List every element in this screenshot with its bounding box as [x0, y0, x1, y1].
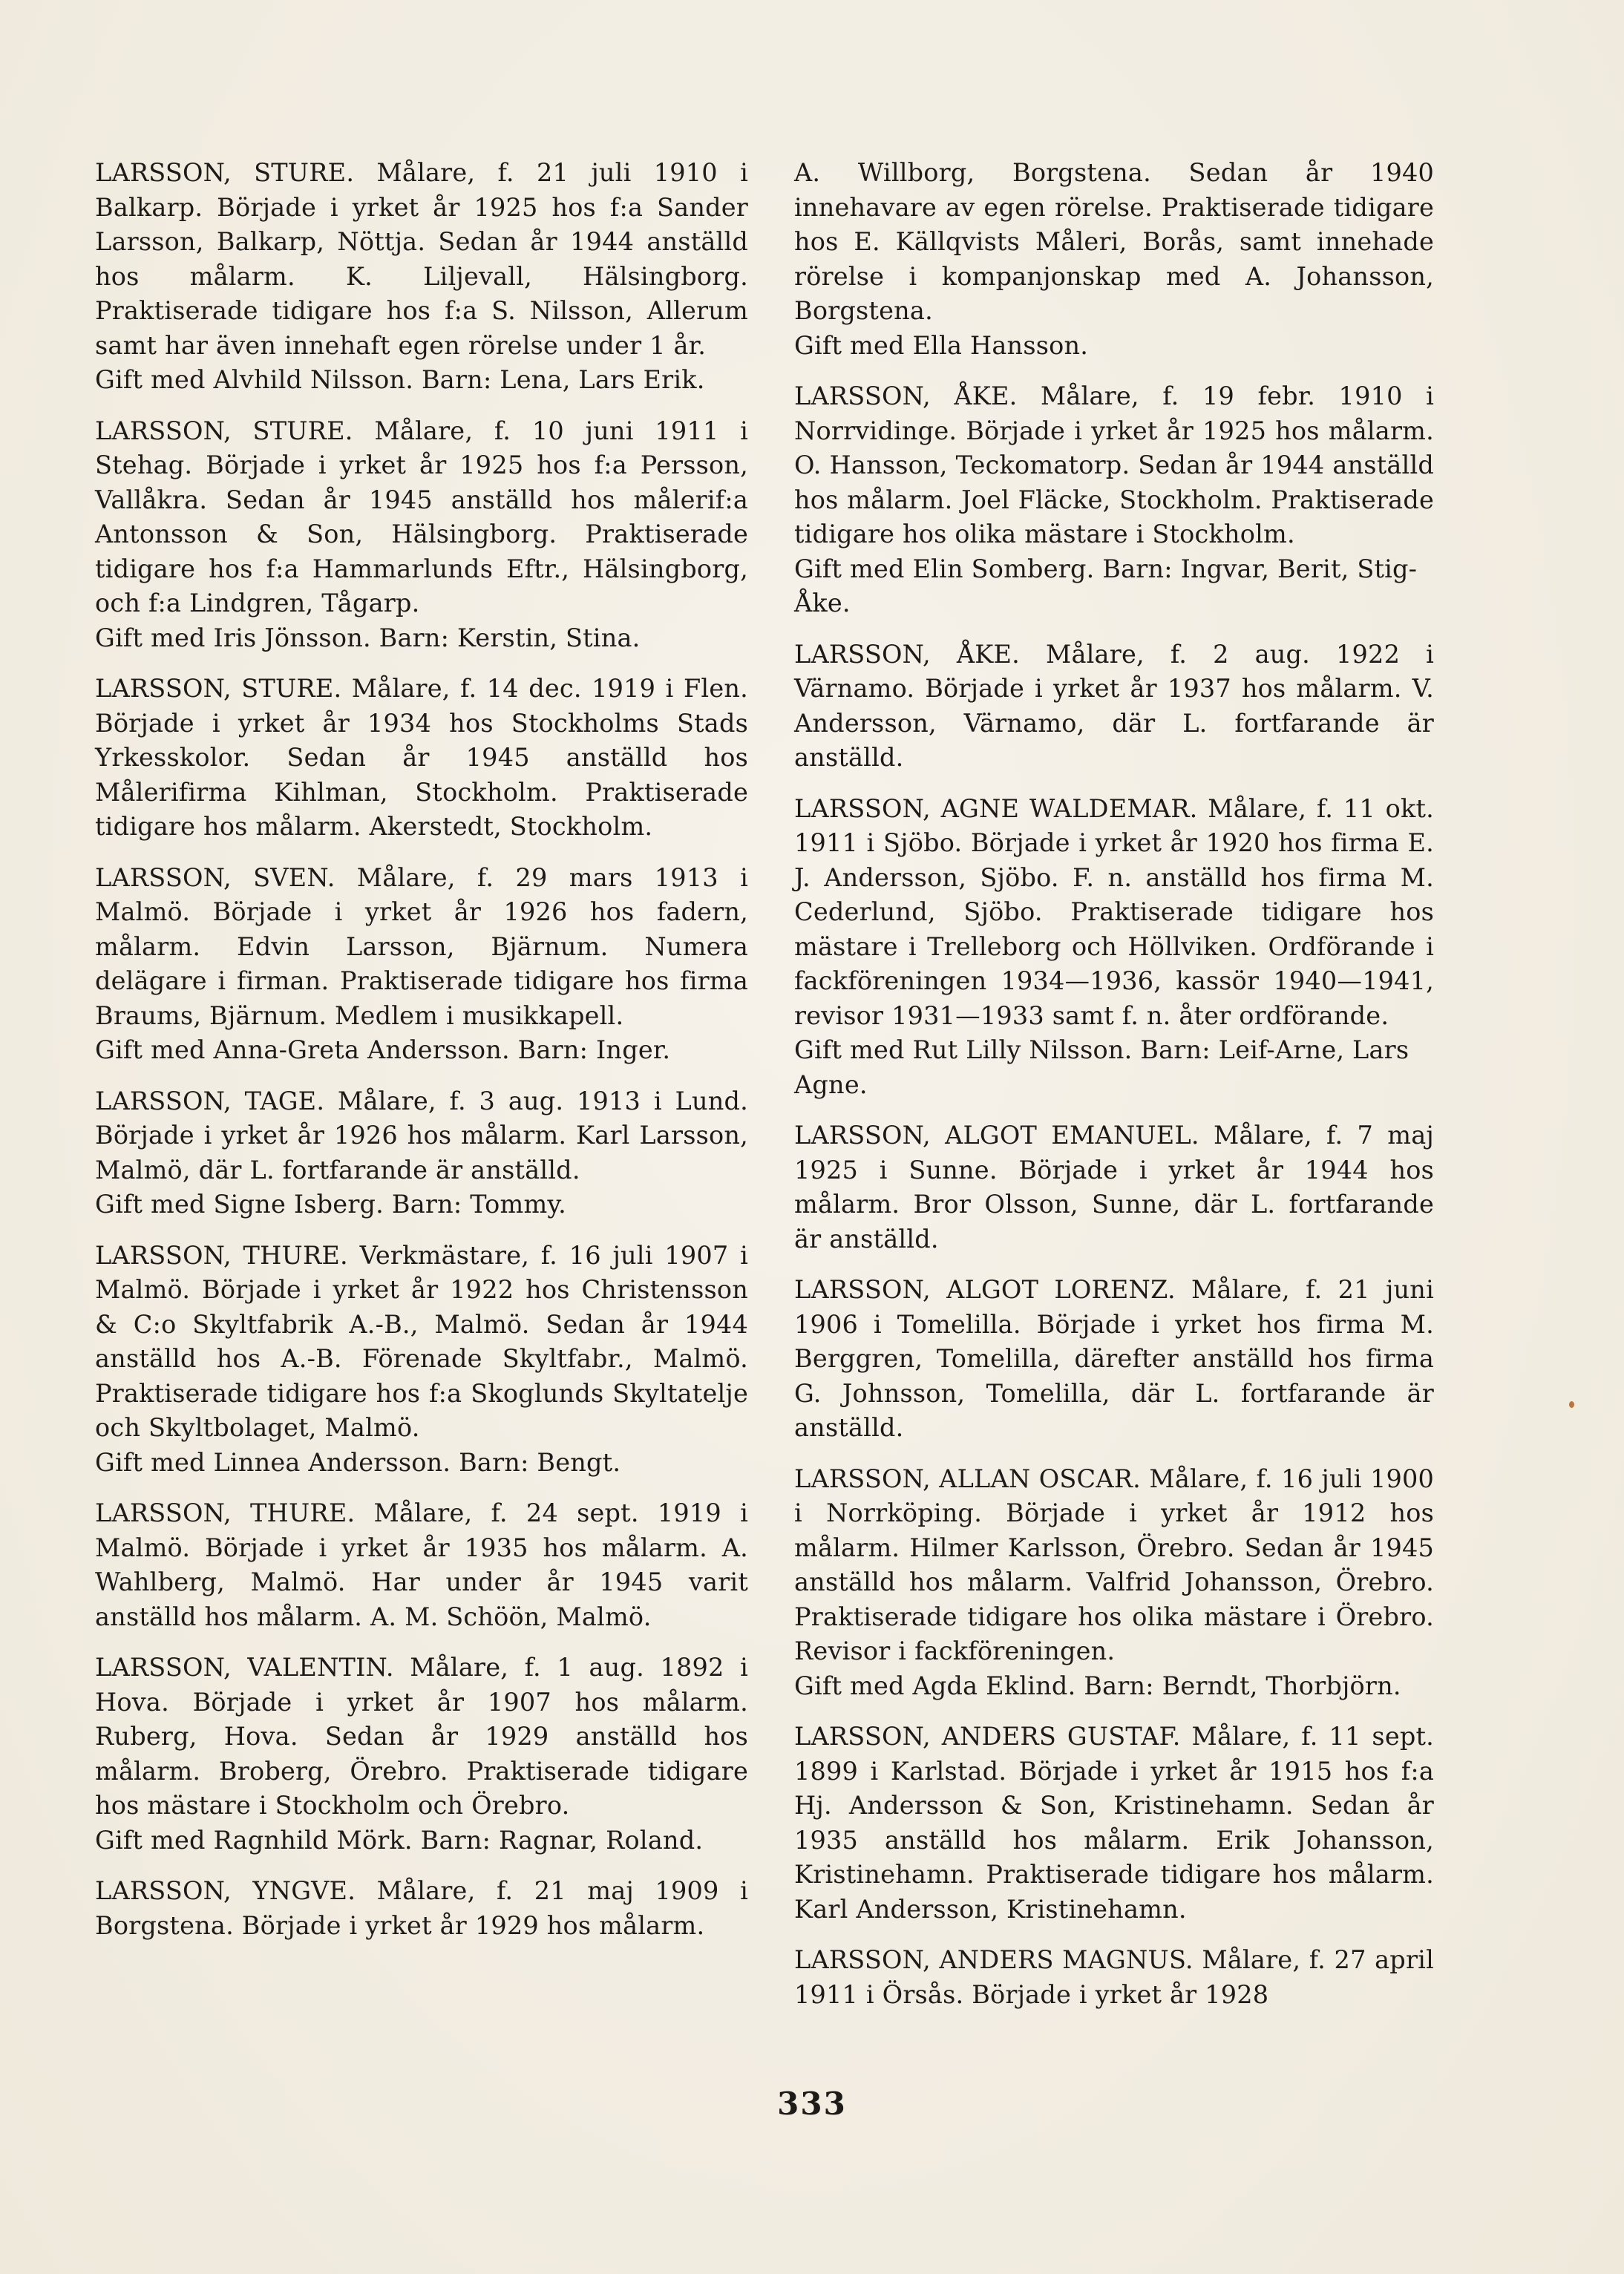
entry-family: Gift med Linnea Andersson. Barn: Bengt.	[95, 1447, 621, 1477]
entry-text: LARSSON, ÅKE. Målare, f. 19 febr. 1910 i Norrvidinge. Började i yrket år 1925 hos målarm. O. Hansson, Teckomatorp. Sedan år 1944 anställd hos målarm. Joel Fläcke, Stockholm. Praktiserade tidigare hos olika mästare i Stockholm.	[794, 381, 1434, 548]
entry	[95, 1239, 748, 1481]
entry-family: Gift med Rut Lilly Nilsson. Barn: Leif-Arne, Lars Agne.	[794, 1035, 1409, 1099]
entry-family: Gift med Alvhild Nilsson. Barn: Lena, Lars Erik.	[95, 365, 705, 394]
entry-text: LARSSON, ANDERS GUSTAF. Målare, f. 11 sept. 1899 i Karlstad. Började i yrket år 1915 hos f:a Hj. Andersson & Son, Kristinehamn. Sedan år 1935 anställd hos målarm. Erik Johansson, Kristinehamn. Praktiserade tidigare hos målarm. Karl Andersson, Kristinehamn.	[794, 1722, 1434, 1924]
entry-family: Gift med Iris Jönsson. Barn: Kerstin, Stina.	[95, 623, 641, 652]
entry-text: LARSSON, STURE. Målare, f. 14 dec. 1919 i Flen. Började i yrket år 1934 hos Stockholms Stads Yrkesskolor. Sedan år 1945 anställd hos Målerifirma Kihlman, Stockholm. Praktiserade tidigare hos målarm. Akerstedt, Stockholm.	[95, 674, 748, 841]
right-column	[794, 156, 1434, 2028]
entry-text: LARSSON, TAGE. Målare, f. 3 aug. 1913 i Lund. Började i yrket år 1926 hos målarm. Karl Larsson, Malmö, där L. fortfarande är anställd.	[95, 1086, 748, 1184]
entry-text: LARSSON, THURE. Verkmästare, f. 16 juli 1907 i Malmö. Började i yrket år 1922 hos Christensson & C:o Skyltfabrik A.-B., Malmö. Sedan år 1944 anställd hos A.-B. Förenade Skyltfabr., Malmö. Praktiserade tidigare hos f:a Skoglunds Skyltatelje och Skyltbolaget, Malmö.	[95, 1240, 748, 1442]
entry-family: Gift med Elin Somberg. Barn: Ingvar, Berit, Stig-Åke.	[794, 554, 1418, 617]
entry	[794, 1720, 1434, 1927]
entry	[95, 1651, 748, 1858]
entry	[95, 1874, 748, 1943]
entry	[794, 1462, 1434, 1704]
entry-family: Gift med Anna-Greta Andersson. Barn: Inger.	[95, 1035, 671, 1064]
entry-text: LARSSON, STURE. Målare, f. 21 juli 1910 i Balkarp. Började i yrket år 1925 hos f:a Sander Larsson, Balkarp, Nöttja. Sedan år 1944 anställd hos målarm. K. Liljevall, Hälsingborg. Praktiserade tidigare hos f:a S. Nilsson, Allerum samt har även innehaft egen rörelse under 1 år.	[95, 158, 748, 360]
entry-text: LARSSON, ALGOT LORENZ. Målare, f. 21 juni 1906 i Tomelilla. Började i yrket hos firma M. Berggren, Tomelilla, därefter anställd hos firma G. Johnsson, Tomelilla, där L. fortfarande är anställd.	[794, 1275, 1434, 1442]
entry	[794, 1118, 1434, 1256]
entry-text: LARSSON, THURE. Målare, f. 24 sept. 1919 i Malmö. Började i yrket år 1935 hos målarm. A. Wahlberg, Malmö. Har under år 1945 varit anställd hos målarm. A. M. Schöön, Malmö.	[95, 1498, 748, 1631]
entry	[95, 414, 748, 656]
entry-family: Gift med Signe Isberg. Barn: Tommy.	[95, 1190, 566, 1219]
entry-text: LARSSON, AGNE WALDEMAR. Målare, f. 11 okt. 1911 i Sjöbo. Började i yrket år 1920 hos firma E. J. Andersson, Sjöbo. F. n. anställd hos firma M. Cederlund, Sjöbo. Praktiserade tidigare hos mästare i Trelleborg och Höllviken. Ordförande i fackföreningen 1934—1936, kassör 1940—1941, revisor 1931—1933 samt f. n. åter ordförande.	[794, 793, 1434, 1030]
entry	[794, 792, 1434, 1103]
paper-speck	[1569, 1401, 1574, 1408]
entry	[794, 156, 1434, 363]
entry-text: LARSSON, STURE. Målare, f. 10 juni 1911 i Stehag. Började i yrket år 1925 hos f:a Persson, Vallåkra. Sedan år 1945 anställd hos målerif:a Antonsson & Son, Hälsingborg. Praktiserade tidigare hos f:a Hammarlunds Eftr., Hälsingborg, och f:a Lindgren, Tågarp.	[95, 416, 748, 617]
entry	[95, 1084, 748, 1222]
entry-family: Gift med Ella Hansson.	[794, 330, 1089, 360]
entry	[95, 672, 748, 845]
entry	[794, 379, 1434, 621]
entry-text: LARSSON, SVEN. Målare, f. 29 mars 1913 i Malmö. Började i yrket år 1926 hos fadern, målarm. Edvin Larsson, Bjärnum. Numera delägare i firman. Praktiserade tidigare hos firma Braums, Bjärnum. Medlem i musikkapell.	[95, 862, 748, 1030]
entry	[794, 638, 1434, 776]
entry-text: LARSSON, YNGVE. Målare, f. 21 maj 1909 i Borgstena. Började i yrket år 1929 hos målarm.	[95, 1876, 748, 1940]
entry	[95, 861, 748, 1068]
entry-text: LARSSON, ALLAN OSCAR. Målare, f. 16 juli 1900 i Norrköping. Började i yrket år 1912 hos målarm. Hilmer Karlsson, Örebro. Sedan år 1945 anställd hos målarm. Valfrid Johansson, Örebro. Praktiserade tidigare hos olika mästare i Örebro. Revisor i fackföreningen.	[794, 1464, 1434, 1665]
entry-family: Gift med Agda Eklind. Barn: Berndt, Thorbjörn.	[794, 1671, 1401, 1700]
entry-family: Gift med Ragnhild Mörk. Barn: Ragnar, Roland.	[95, 1825, 704, 1855]
page-number: 333	[777, 2085, 847, 2122]
entry-text: LARSSON, ALGOT EMANUEL. Målare, f. 7 maj 1925 i Sunne. Började i yrket år 1944 hos målarm. Bror Olsson, Sunne, där L. fortfarande är anställd.	[794, 1121, 1434, 1254]
entry-text: LARSSON, ANDERS MAGNUS. Målare, f. 27 april 1911 i Örsås. Började i yrket år 1928	[794, 1945, 1434, 2009]
entry-text: A. Willborg, Borgstena. Sedan år 1940 innehavare av egen rörelse. Praktiserade tidigare hos E. Källqvists Måleri, Borås, samt innehade rörelse i kompanjonskap med A. Johansson, Borgstena.	[794, 158, 1434, 325]
entry	[794, 1943, 1434, 2012]
entry	[95, 1496, 748, 1634]
entry	[794, 1273, 1434, 1446]
left-column	[95, 156, 748, 1959]
entry	[95, 156, 748, 398]
entry-text: LARSSON, VALENTIN. Målare, f. 1 aug. 1892 i Hova. Började i yrket år 1907 hos målarm. Ruberg, Hova. Sedan år 1929 anställd hos målarm. Broberg, Örebro. Praktiserade tidigare hos mästare i Stockholm och Örebro.	[95, 1653, 748, 1820]
entry-text: LARSSON, ÅKE. Målare, f. 2 aug. 1922 i Värnamo. Började i yrket år 1937 hos målarm. V. Andersson, Värnamo, där L. fortfarande är anställd.	[794, 639, 1434, 772]
